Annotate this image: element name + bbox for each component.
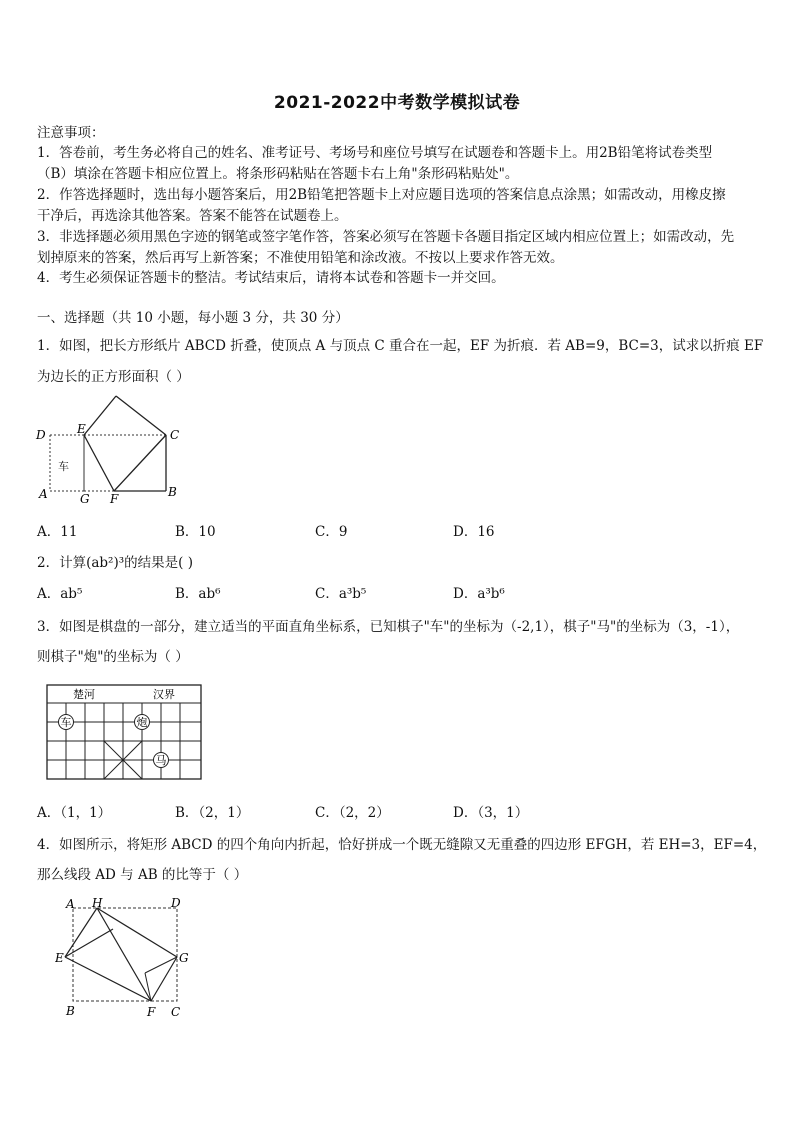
q3-option-d[interactable]: D．（3，1） [453, 805, 529, 821]
q3-piece-ma: 马 [155, 754, 167, 767]
q4-label-g: G [179, 951, 189, 965]
q1-option-d[interactable]: D．16 [453, 524, 495, 540]
q4-text-line-1: 4．如图所示，将矩形 ABCD 的四个角向内折起，恰好拼成一个既无缝隙又无重叠的四边形 EFGH，若 EH=3，EF=4， [37, 837, 767, 853]
q1-car-mark: 车 [58, 460, 69, 473]
q1-figure [34, 390, 194, 514]
q4-label-f: F [147, 1005, 156, 1019]
q3-piece-che: 车 [60, 716, 72, 729]
q4-label-d: D [171, 896, 181, 910]
q3-label-hanjie: 汉界 [153, 688, 175, 701]
q1-option-a[interactable]: A．11 [37, 524, 78, 540]
q3-chessboard-figure [45, 683, 205, 787]
q3-option-a[interactable]: A．（1，1） [37, 805, 112, 821]
exam-title: 2021-2022中考数学模拟试卷 [273, 93, 521, 113]
q1-label-f: F [110, 492, 119, 506]
notice-line-5: 3．非选择题必须用黑色字迹的钢笔或签字笔作答，答案必须写在答题卡各题目指定区域内相应位置上；如需改动，先 [37, 229, 735, 245]
section-heading: 一、选择题（共 10 小题，每小题 3 分，共 30 分） [37, 310, 349, 326]
q1-label-a: A [39, 487, 48, 501]
q1-label-e: E [77, 422, 86, 436]
notice-line-7: 4．考生必须保证答题卡的整洁。考试结束后，请将本试卷和答题卡一并交回。 [37, 270, 505, 286]
q4-label-a: A [66, 897, 75, 911]
q2-option-a[interactable]: A．ab⁵ [37, 586, 83, 602]
q1-label-c: C [170, 428, 180, 442]
q3-label-chuhe: 楚河 [73, 688, 95, 701]
q4-label-c: C [171, 1005, 181, 1019]
q1-label-g: G [80, 492, 90, 506]
notice-heading: 注意事项： [37, 125, 105, 141]
q4-label-b: B [66, 1004, 75, 1018]
q1-text-line-1: 1．如图，把长方形纸片 ABCD 折叠，使顶点 A 与顶点 C 重合在一起，EF 为折痕．若 AB=9，BC=3，试求以折痕 EF [37, 338, 764, 354]
q3-option-b[interactable]: B．（2，1） [175, 805, 250, 821]
q2-text: 2．计算(ab²)³的结果是( ) [37, 555, 193, 571]
q4-figure [55, 893, 195, 1027]
q1-option-b[interactable]: B．10 [175, 524, 216, 540]
q1-label-b: B [168, 485, 177, 499]
q4-label-h: H [92, 896, 103, 910]
notice-line-6: 划掉原来的答案，然后再写上新答案；不准使用铅笔和涂改液。不按以上要求作答无效。 [37, 250, 564, 266]
q2-option-b[interactable]: B．ab⁶ [175, 586, 221, 602]
q3-piece-pao: 炮 [136, 716, 148, 729]
q3-text-line-2: 则棋子"炮"的坐标为（ ） [37, 649, 189, 665]
notice-line-1: 1．答卷前，考生务必将自己的姓名、准考证号、考场号和座位号填写在试题卷和答题卡上。用2B铅笔将试卷类型 [37, 145, 713, 161]
notice-line-4: 干净后，再选涂其他答案。答案不能答在试题卷上。 [37, 208, 348, 224]
q1-text-line-2: 为边长的正方形面积（ ） [37, 369, 190, 385]
q2-option-d[interactable]: D．a³b⁶ [453, 586, 505, 602]
q1-option-c[interactable]: C．9 [315, 524, 348, 540]
q4-label-e: E [55, 951, 64, 965]
q1-label-d: D [36, 428, 46, 442]
q3-text-line-1: 3．如图是棋盘的一部分，建立适当的平面直角坐标系，已知棋子"车"的坐标为（-2,1），棋子"马"的坐标为（3，-1）， [37, 619, 740, 635]
notice-line-2: （B）填涂在答题卡相应位置上。将条形码粘贴在答题卡右上角"条形码粘贴处"。 [37, 166, 519, 182]
q4-text-line-2: 那么线段 AD 与 AB 的比等于（ ） [37, 867, 248, 883]
q2-option-c[interactable]: C．a³b⁵ [315, 586, 367, 602]
q3-option-c[interactable]: C．（2，2） [315, 805, 390, 821]
notice-line-3: 2．作答选择题时，选出每小题答案后，用2B铅笔把答题卡上对应题目选项的答案信息点涂黑；如需改动，用橡皮擦 [37, 187, 726, 203]
